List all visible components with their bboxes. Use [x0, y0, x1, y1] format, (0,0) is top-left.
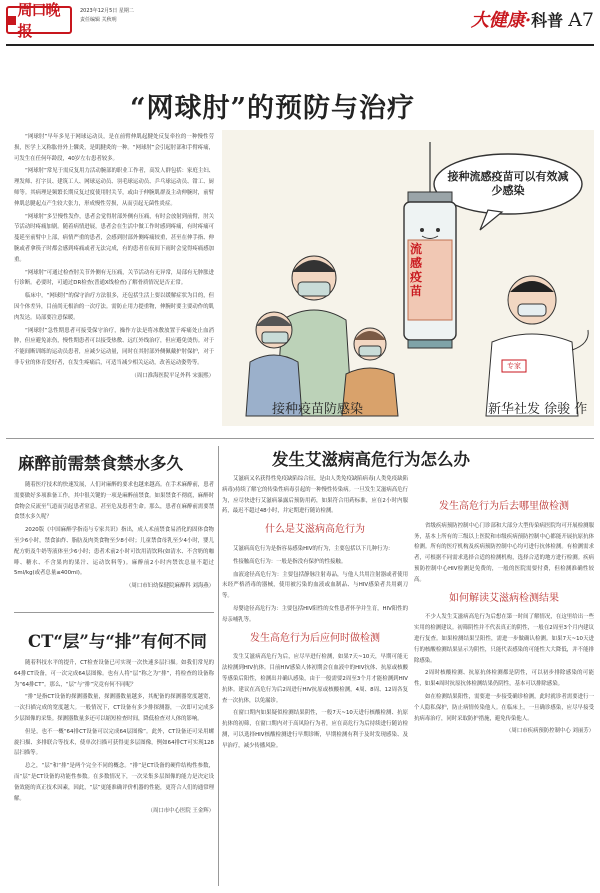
- lead-article-body: “网球肘”早年多见于网球运动员，是在前臂伸肌起腱处反复牵拉的一种慢性劳损，医学上又称肱骨外上髁炎，是肌腱炎的一种。“网球肘”会引起肘部和手臂疼痛，可发生在任何年龄段，40岁左右患者较多。 “网球肘”常见于需反复用力活动腕部的职业工作者，高发人群包括：家庭主妇、理发师、打字员、建筑工人、网球运动员、羽毛球运动员、乒乓球运动员、钳工、厨师等。其病理是频繁长期反复过度使用肘关节，或由于伸腕肌群及主动伸腕时，前臂伸肌总腱起点产生较大张力，形成慢性劳损，从而引起无菌性炎症。 “网球肘”多呈慢性发作，患者会觉得肘部外侧有压痛，有时会放射到前臂，肘关节活动时疼痛加剧。随着病情进展，患者会在生活中做工作时感到疼痛，有时疼痛可蔓延至前臂中上部，病情严重的患者，会感到肘部外侧疼痛较重，甚至在伸手指、伸腕或者拿筷子时都会感到疼痛或者无法完成，有的患者在夜间下雨时会觉得疼痛感加重。 “网球肘”可通过检查肘关节外侧有无压痛，关节活动有无异常，局部有无肿胀进行诊断。必要时，可通过DR检查(普通X线检查)了解骨质情况是否正常。 临床中，“网球肘”的保守治疗方法很多，还包括生活上要以缓解症状为目的，但因个体差异，目前尚无根治的一次疗法。需防止用力提重物，伸腕时要主要动作的肌肉发达。局部要注意保暖。 “网球肘”急性期患者可接受保守治疗，操作方法是将冰敷放置于疼痛处止血消肿，但应避免冻伤，慢性期患者可以接受热敷、远红外线治疗，但应避免烫伤。对于不能间断训练的运动员患者，应减少运动量，同时在其肘部外侧佩戴护肘保护，对于非专业的体育爱好者，在发生疼痛后，可适当减少相关运动，改善运动姿势等。 （周口淮海医院平足外科 宋振熙）: [14, 132, 214, 430]
- anesthesia-body: 随着医疗技术的快速发展，人们对麻醉的要求也越来越高。在手术麻醉前，患者需要做好多项准备工作，其中很关键的一项是麻醉前禁食。如果禁食不彻底，麻醉时食物会反流至气道而引起患者窒息，甚至危及患者生命。那么，患者在麻醉前需要禁食禁水多久呢？ 2020版《中国麻醉学指南与专家共识》指出，成人术前禁食易消化的固体食物至少6小时，禁食油炸、脂肪及肉类食物至少8小时；儿童禁食母乳至少4小时，婴儿配方奶及牛奶等液体至少6小时；患者术前2小时可饮用清饮料(如清水、不含奶的咖啡、糖水、不含果肉的果汁、运动饮料等)。麻醉前2小时内禁饮总量不超过5ml/kg(或者总量≤400ml)。 （周口市妇幼保健院麻醉科 刘海燕）: [14, 482, 214, 590]
- issue-date: 2023年12月5日 星期二: [80, 8, 134, 14]
- editor-credit: 责任编辑 关秋明: [80, 17, 117, 23]
- aids-headline: 发生艾滋病高危行为怎么办: [272, 450, 470, 469]
- ct-headline: CT“层”与“排”有何不同: [28, 632, 207, 651]
- section-divider: [6, 438, 594, 439]
- vaccine-cartoon: [222, 130, 594, 426]
- header-rule: [6, 44, 594, 46]
- lead-headline: “网球肘”的预防与治疗: [130, 93, 416, 124]
- cartoon-credit: 新华社发 徐骏 作: [488, 402, 588, 417]
- aids-subhead-1: 什么是艾滋病高危行为: [265, 524, 365, 536]
- aids-subhead-3: 发生高危行为后去哪里做检测: [439, 501, 569, 512]
- section-name: 大健康·科普: [470, 10, 564, 31]
- page-number: A7: [568, 9, 594, 31]
- ct-body: 随着科技水平的提升，CT检查设备已可实现一次快速多层扫描。如我们常见的64排CT设备，可一次完成64层图像。也有人将“层”称之为“排”，将检查的设备称为“64排CT”。那么，“层”与“排”究竟有何不同呢？ “排”是指CT设备的探测器数量，探测器数量越多，其配备的探测器宽度越宽，一次扫描完成的宽度越大。一般情况下，CT设备有多少排探测器，一次即可完成多少层图像的采集。探测器数量多还可以缩短检查时间，降低检查对人体的影响。 但是，也不一概“64排CT设备可以完成64层图像”。此外，CT设备还可采用螺旋扫描、多排联合等技术，使单次扫描可获得更多层图像，例如64排CT可实现128层扫描等。 总之，“层”和“排”是两个完全不同的概念。“排”是CT设备的硬件结构性参数，而“层”是CT设备的功能性参数。在多数情况下，一次采集多层图像的能力是决定设备效能的真正技术因素，因此，“层”更能准确评价机器的性能，更符合人们的通常理解。 （周口市中心医院 王金辉）: [14, 660, 214, 815]
- cartoon-caption: 接种疫苗防感染: [272, 402, 364, 417]
- header-meta: [80, 7, 134, 25]
- logo-square-icon: [8, 16, 16, 25]
- doctor-badge: 专家: [507, 362, 521, 370]
- masthead-logo: [6, 1, 72, 40]
- masthead-title: 周口晚报: [17, 1, 60, 40]
- aids-body-col2: 发生高危行为后去哪里做检测 省级疾病预防控制中心门诊部和大部分大型传染病医院均可开展检测服务，基本上所有的三级以上医院和市级疾病预防控制中心都能开展抗原抗体检测。所有的医疗机构及疾病预防控制中心均可进行抗体检测。有检测需求者，可根据不同需求选择合适的检测机构，选择合适的地方进行检测。疾病预防控制中心HIV检测是免费的，一般的医院需要付费，但检测准确性较高。 如何解读艾滋病检测结果 不少人发生艾滋病高危行为后想在第一时间了解情况，在这里给出一些实用的检测建议。初筛阴性并不代表真正的阴性，一般在2周至3个月内建议进行复查。如果检测结果呈阳性，需进一步做确认检测。如果7天~10天进行的核酸检测结果显示为阴性，只能代表感染的可能性大大降低，并不能排除感染。 2周时核酸检测、抗原抗体检测都是阴性，可以初步排除感染的可能性，如果4周时抗原抗体检测结果仍阴性，基本可以排除感染。 如在检测结果阳性，需要进一步接受确诊检测，此时就诊者需要进行一个人隐私保护，防止病情传染他人。在临床上，一旦确诊感染，应尽早接受抗病毒治疗，同时采取防护措施，避免传染他人。 （周口市疾病预防控制中心 刘丽芳）: [414, 474, 594, 886]
- anesthesia-headline: 麻醉前需禁食禁水多久: [18, 454, 183, 473]
- section-header: [471, 6, 594, 32]
- aids-signature: （周口市疾病预防控制中心 刘丽芳）: [506, 728, 594, 735]
- vial-label: 流感疫苗: [410, 242, 423, 298]
- column-divider: [14, 612, 214, 613]
- vertical-divider: [218, 446, 219, 886]
- aids-subhead-2: 发生高危行为后应何时做检测: [250, 632, 380, 644]
- aids-subhead-4: 如何解读艾滋病检测结果: [449, 592, 559, 604]
- lead-signature: （周口淮海医院平足外科 宋振熙）: [131, 372, 214, 379]
- aids-body-col1: 艾滋病又名获得性免疫缺陷综合征，是由人类免疫缺陷病毒(人类免疫缺陷病毒)持续了解它的传染性病毒引起的一种慢性传染病。一旦发生艾滋病高危行为，应尽快进行艾滋病暴露后预防用药，如果符合用药标准，应在2小时内服药，最迟不超过48小时，并定期进行随访检测。 什么是艾滋病高危行为 艾滋病高危行为是指容易感染HIV的行为，主要包括以下几种行为： 性接触高危行为：一般是指没有保护的性接触。 血液途径高危行为：主要包括静脉注射毒品，与他人共用注射器或者使用未经严格消毒的器械，使用被污染的血液或血制品、与HIV感染者共用剃刀等。 母婴途径高危行为：主要包括HIV阳性的女性患者怀孕并生育，HIV阳性的母亲哺乳等。 发生高危行为后应何时做检测 发生艾滋病高危行为后，应尽早进行检测，如果7天~10天，早期可能无法检测到HIV抗体。目前HIV感染人体初期会在血液中的HIV抗体、抗原或核酸等感染后阳性，检测出并确认感染，由于一般需要2周至3个月才能检测到HIV抗体。建议在高危行为后2周进行HIV抗原或核酸检测，4周、8周、12周各复查一次抗体，以免漏诊。 在窗口期内如果疑似检测结果阴性，一般7天~10天进行核酸检测、抗原抗体的初筛，在窗口期内对于高风险行为者，应在高危行为后持续进行随访检测，可以选择HIV核酸检测进行早期诊断，早期检测有利于及时发现感染、及早治疗，减少传播风险。: [222, 476, 408, 749]
- speech-bubble-text: 接种流感疫苗可以有效减少感染: [447, 170, 569, 197]
